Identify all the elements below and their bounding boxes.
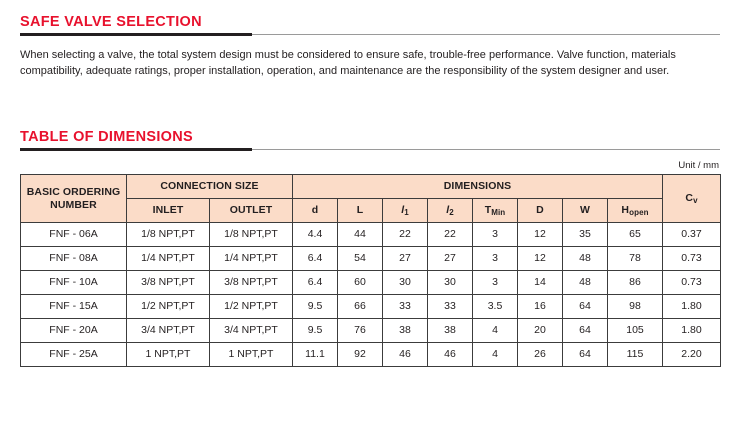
header-cv bbox=[663, 175, 721, 223]
cell-l: 66 bbox=[338, 295, 383, 319]
header-l: L bbox=[338, 199, 383, 223]
cell-cv: 1.80 bbox=[663, 319, 721, 343]
cell-w: 64 bbox=[563, 295, 608, 319]
header-l1 bbox=[383, 199, 428, 223]
cell-d-large: 20 bbox=[518, 319, 563, 343]
dimensions-table bbox=[20, 174, 721, 367]
cell-inlet: 3/4 NPT,PT bbox=[127, 319, 210, 343]
cell-d-large: 14 bbox=[518, 271, 563, 295]
header-inlet: INLET bbox=[127, 199, 210, 223]
cell-d-large: 26 bbox=[518, 343, 563, 367]
cell-basic: FNF - 06A bbox=[21, 223, 127, 247]
cell-inlet: 1/2 NPT,PT bbox=[127, 295, 210, 319]
cell-cv: 0.37 bbox=[663, 223, 721, 247]
table-of-dimensions-heading: TABLE OF DIMENSIONS bbox=[20, 129, 193, 145]
cell-d: 6.4 bbox=[293, 271, 338, 295]
cell-l2: 46 bbox=[428, 343, 473, 367]
cell-l2: 22 bbox=[428, 223, 473, 247]
cell-hopen: 105 bbox=[608, 319, 663, 343]
cell-inlet: 1 NPT,PT bbox=[127, 343, 210, 367]
table-row bbox=[21, 223, 721, 247]
header-d-large: D bbox=[518, 199, 563, 223]
cell-tmin: 3 bbox=[473, 223, 518, 247]
header-l2-label: l bbox=[446, 203, 450, 216]
unit-note: Unit / mm bbox=[678, 160, 719, 171]
cell-tmin: 3 bbox=[473, 247, 518, 271]
cell-l1: 22 bbox=[383, 223, 428, 247]
table-row bbox=[21, 247, 721, 271]
header-hopen bbox=[608, 199, 663, 223]
cell-d-large: 16 bbox=[518, 295, 563, 319]
cell-basic: FNF - 25A bbox=[21, 343, 127, 367]
cell-l2: 30 bbox=[428, 271, 473, 295]
cell-hopen: 65 bbox=[608, 223, 663, 247]
cell-outlet: 1/8 NPT,PT bbox=[210, 223, 293, 247]
safe-valve-selection-paragraph: When selecting a valve, the total system design must be considered to ensure safe, trouble-free performance. Valve function, materials compatibility, adequate ratings, proper installation, operation, and maintenance are the responsibility of the system designer and user. bbox=[20, 49, 676, 77]
cell-l1: 30 bbox=[383, 271, 428, 295]
cell-hopen: 86 bbox=[608, 271, 663, 295]
cell-basic: FNF - 20A bbox=[21, 319, 127, 343]
cell-inlet: 1/4 NPT,PT bbox=[127, 247, 210, 271]
cell-outlet: 1 NPT,PT bbox=[210, 343, 293, 367]
cell-cv: 2.20 bbox=[663, 343, 721, 367]
cell-l1: 46 bbox=[383, 343, 428, 367]
cell-cv: 0.73 bbox=[663, 247, 721, 271]
cell-l: 76 bbox=[338, 319, 383, 343]
cell-l: 54 bbox=[338, 247, 383, 271]
header-d: d bbox=[293, 199, 338, 223]
cell-l2: 38 bbox=[428, 319, 473, 343]
header-dimensions: DIMENSIONS bbox=[293, 175, 663, 199]
header-l2 bbox=[428, 199, 473, 223]
cell-outlet: 1/4 NPT,PT bbox=[210, 247, 293, 271]
cell-hopen: 115 bbox=[608, 343, 663, 367]
cell-outlet: 3/4 NPT,PT bbox=[210, 319, 293, 343]
cell-hopen: 78 bbox=[608, 247, 663, 271]
cell-d: 9.5 bbox=[293, 319, 338, 343]
cell-w: 48 bbox=[563, 247, 608, 271]
table-heading-rule-thick bbox=[20, 148, 252, 151]
cell-d-large: 12 bbox=[518, 223, 563, 247]
cell-tmin: 4 bbox=[473, 343, 518, 367]
table-row bbox=[21, 295, 721, 319]
cell-cv: 0.73 bbox=[663, 271, 721, 295]
table-heading-rule bbox=[20, 148, 720, 151]
header-basic-ordering-number: BASIC ORDERING NUMBER bbox=[21, 175, 127, 223]
document-page bbox=[0, 14, 740, 424]
cell-tmin: 3 bbox=[473, 271, 518, 295]
heading-rule-thick bbox=[20, 33, 252, 36]
header-l2-subscript: 2 bbox=[449, 207, 454, 217]
cell-basic: FNF - 10A bbox=[21, 271, 127, 295]
header-connection-size: CONNECTION SIZE bbox=[127, 175, 293, 199]
cell-inlet: 3/8 NPT,PT bbox=[127, 271, 210, 295]
header-tmin-label: T bbox=[484, 203, 492, 216]
cell-basic: FNF - 15A bbox=[21, 295, 127, 319]
cell-basic: FNF - 08A bbox=[21, 247, 127, 271]
table-header-row-group bbox=[21, 175, 721, 199]
cell-w: 35 bbox=[563, 223, 608, 247]
cell-l1: 33 bbox=[383, 295, 428, 319]
cell-l2: 33 bbox=[428, 295, 473, 319]
header-outlet: OUTLET bbox=[210, 199, 293, 223]
cell-l: 44 bbox=[338, 223, 383, 247]
cell-d: 4.4 bbox=[293, 223, 338, 247]
safe-valve-selection-heading: SAFE VALVE SELECTION bbox=[20, 14, 202, 30]
cell-inlet: 1/8 NPT,PT bbox=[127, 223, 210, 247]
header-tmin-subscript: Min bbox=[491, 207, 506, 217]
table-row bbox=[21, 271, 721, 295]
cell-w: 48 bbox=[563, 271, 608, 295]
cell-l2: 27 bbox=[428, 247, 473, 271]
cell-tmin: 4 bbox=[473, 319, 518, 343]
cell-l: 60 bbox=[338, 271, 383, 295]
header-hopen-subscript: open bbox=[629, 207, 649, 217]
table-row bbox=[21, 319, 721, 343]
header-cv-label: C bbox=[685, 191, 694, 204]
cell-l1: 27 bbox=[383, 247, 428, 271]
cell-cv: 1.80 bbox=[663, 295, 721, 319]
header-tmin bbox=[473, 199, 518, 223]
cell-d: 9.5 bbox=[293, 295, 338, 319]
section-safe-valve-selection bbox=[20, 14, 720, 79]
header-cv-subscript: v bbox=[693, 195, 698, 205]
cell-d-large: 12 bbox=[518, 247, 563, 271]
cell-w: 64 bbox=[563, 343, 608, 367]
cell-d: 6.4 bbox=[293, 247, 338, 271]
cell-outlet: 3/8 NPT,PT bbox=[210, 271, 293, 295]
heading-rule bbox=[20, 33, 720, 36]
section-table-of-dimensions bbox=[20, 129, 720, 367]
cell-w: 64 bbox=[563, 319, 608, 343]
cell-hopen: 98 bbox=[608, 295, 663, 319]
table-row bbox=[21, 343, 721, 367]
cell-outlet: 1/2 NPT,PT bbox=[210, 295, 293, 319]
dimensions-table-body bbox=[21, 223, 721, 367]
header-l1-label: l bbox=[401, 203, 405, 216]
cell-l1: 38 bbox=[383, 319, 428, 343]
cell-tmin: 3.5 bbox=[473, 295, 518, 319]
cell-l: 92 bbox=[338, 343, 383, 367]
cell-d: 11.1 bbox=[293, 343, 338, 367]
header-l1-subscript: 1 bbox=[404, 207, 409, 217]
header-hopen-label: H bbox=[621, 203, 630, 216]
header-w: W bbox=[563, 199, 608, 223]
